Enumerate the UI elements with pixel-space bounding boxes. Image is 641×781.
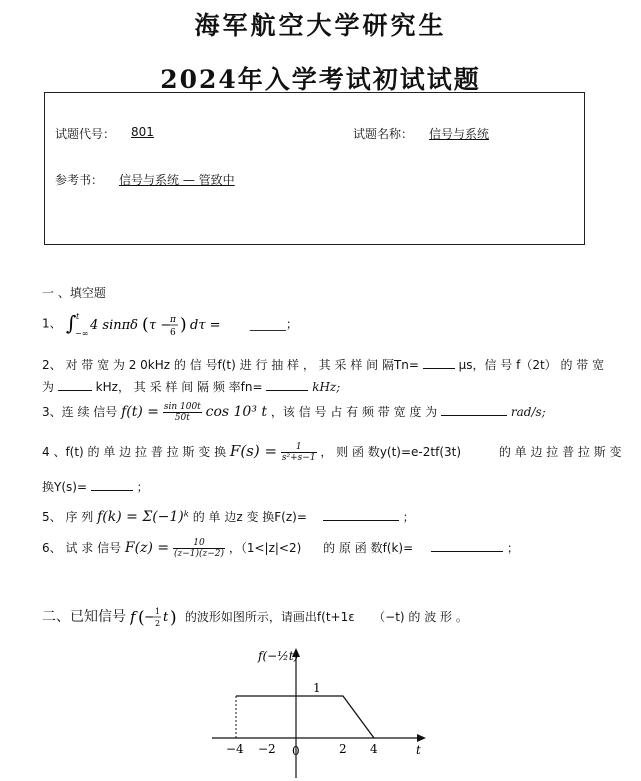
svg-text:t: t: [75, 312, 79, 321]
q6-denominator: (z−1)(z−2): [173, 549, 225, 559]
x-axis-label: t: [416, 743, 421, 757]
q6-fraction: [173, 538, 225, 559]
q1-number: 1、: [42, 316, 62, 331]
question-5: [42, 508, 415, 525]
q4-text-b: ， 则 函 数y(t)=e-2tf(3t): [320, 445, 462, 459]
q4-denominator: s²+s−1: [281, 453, 316, 463]
q3-blank: [441, 403, 507, 416]
q3-text-c: ，该 信 号 占 有 频 带 宽 度 为: [270, 405, 438, 419]
section2-text-b: 的波形如图所示，请画出f(t+1ε: [184, 610, 355, 624]
x-tick-2: 2: [339, 742, 347, 756]
svg-text:): ): [170, 608, 178, 628]
question-6: [42, 538, 519, 559]
svg-text:t: t: [163, 610, 169, 625]
q4-text-a: 4 、f(t) 的 单 边 拉 普 拉 斯 变 换: [42, 445, 227, 459]
svg-text:2: 2: [155, 619, 161, 628]
peak-label: 1: [313, 681, 321, 695]
q2-text-c: 为: [42, 380, 55, 394]
code-value: 801: [131, 125, 154, 139]
reference-book-value: 信号与系统 — 管致中: [119, 173, 235, 187]
q6-end: ；: [506, 541, 519, 555]
exam-title-line1: 海军航空大学研究生: [194, 11, 447, 40]
x-tick-0: 0: [292, 744, 300, 758]
q6-text-c: 的 原 函 数f(k)=: [323, 541, 414, 555]
waveform-line: [236, 696, 374, 738]
q5-end: ；: [402, 510, 415, 524]
svg-text:dτ =: dτ =: [189, 318, 221, 333]
svg-text:6: 6: [169, 328, 176, 338]
q5-text-a: 5、 序 列: [42, 510, 94, 524]
q1-integral-formula: [66, 310, 256, 338]
subject-value: 信号与系统: [429, 127, 490, 141]
q4-end: ；: [136, 480, 149, 494]
q2-text-e: kHz;: [312, 380, 341, 394]
q4-fraction: [281, 442, 317, 463]
q3-cos-term: cos 10³ t: [205, 404, 268, 420]
q5-sequence: f(k) = Σ(−1)ᵏ: [97, 509, 189, 525]
x-tick-neg4: −4: [226, 742, 244, 756]
q6-blank: [431, 539, 503, 552]
q3-denominator: 50t: [174, 413, 190, 423]
q2-blank-1: [423, 356, 455, 369]
q6-text-a: 6、 试 求 信号: [42, 541, 122, 555]
q2-blank-3: [266, 378, 308, 391]
question-4-line1: [42, 442, 622, 463]
exam-title-line2: 2024年入学考试初试试题: [160, 65, 481, 94]
section2-text-a: 二、已知信号: [42, 609, 126, 625]
q6-roc: ，（1<|z|<2): [228, 541, 302, 555]
q4-laplace: F(s) =: [229, 442, 278, 460]
waveform-figure: [206, 640, 432, 781]
y-axis-label: f(−½t): [258, 649, 299, 663]
q2-text-b: μs，信 号 f（2t） 的 带 宽: [458, 358, 605, 372]
svg-text:(: (: [141, 315, 149, 335]
q2-text-d: kHz， 其 采 样 间 隔 频 率fn=: [95, 380, 263, 394]
svg-text:π: π: [169, 315, 176, 325]
q5-blank: [323, 508, 399, 521]
reference-book-label: 参考书：: [55, 173, 104, 187]
section2-heading: [42, 604, 468, 630]
q4-text-d: 换Y(s)=: [42, 480, 88, 494]
subject-label: 试题名称：: [353, 127, 414, 141]
section2-signal-expression: [130, 604, 180, 630]
q5-text-b: 的 单 边z 变 换F(z)=: [192, 510, 307, 524]
q3-text-a: 3、连 续 信号: [42, 405, 118, 419]
q4-blank: [91, 478, 133, 491]
code-label: 试题代号：: [55, 127, 116, 141]
svg-text:∫: ∫: [65, 311, 77, 335]
svg-text:): ): [179, 315, 187, 335]
question-4-line2: [42, 478, 149, 495]
q4-text-c: 的 单 边 拉 普 拉 斯 变: [498, 445, 622, 459]
q6-z-transform: F(z) =: [124, 540, 170, 556]
q2-blank-2: [58, 378, 92, 391]
svg-text:1: 1: [155, 607, 161, 616]
question-1: [42, 310, 308, 338]
x-tick-neg2: −2: [258, 742, 276, 756]
q3-numerator: sin 100t: [163, 402, 201, 412]
svg-text:(: (: [138, 608, 146, 628]
question-2-line2: [42, 378, 340, 395]
q3-unit: rad/s;: [510, 405, 546, 419]
question-2-line1: [42, 356, 604, 373]
x-tick-4: 4: [370, 742, 378, 756]
exam-info-box: [44, 92, 585, 245]
svg-text:−: −: [144, 610, 156, 625]
question-3: [42, 402, 546, 423]
q2-text-a: 2、 对 带 宽 为 2 0kHz 的 信 号f(t) 进 行 抽 样 ， 其 采 样 间 隔Tn=: [42, 358, 419, 372]
svg-text:4 sinπδ: 4 sinπδ: [89, 318, 138, 333]
q4-numerator: 1: [281, 442, 317, 453]
svg-text:f: f: [130, 608, 137, 626]
q6-numerator: 10: [173, 538, 225, 549]
svg-text:τ −: τ −: [148, 318, 171, 333]
section2-text-c: （−t) 的 波 形 。: [373, 610, 468, 624]
q3-fraction: [163, 402, 202, 423]
section1-heading: 一 、填空题: [42, 286, 106, 300]
svg-text:−∞: −∞: [74, 329, 89, 338]
q3-function: f(t) =: [121, 404, 160, 420]
q1-blank: ______；: [249, 316, 298, 331]
x-axis-arrow: [417, 734, 426, 742]
